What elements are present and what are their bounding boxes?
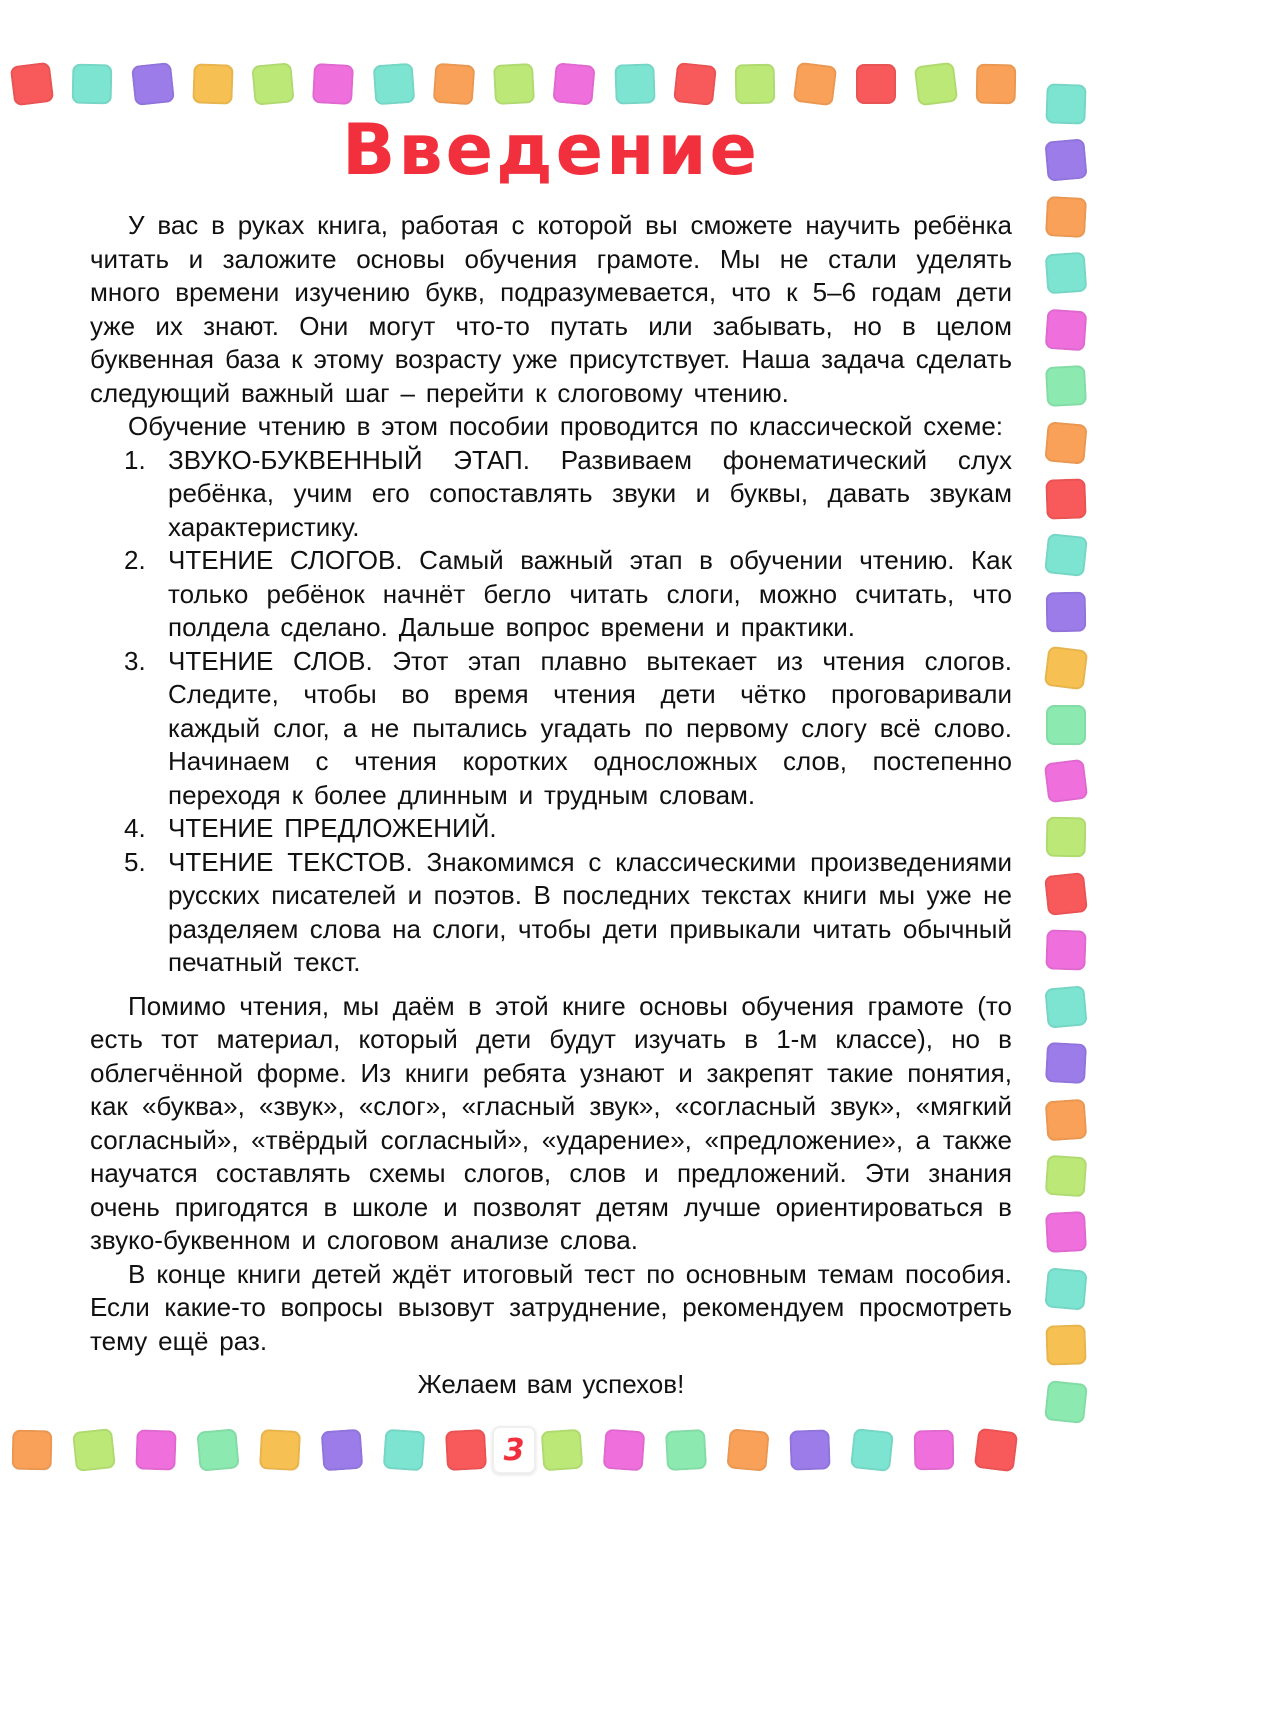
decor-square [1045,83,1086,124]
decor-square [976,64,1017,105]
decor-square [372,63,415,106]
decor-bottom-border [12,1426,1016,1474]
decor-square [913,62,958,107]
decor-square [251,62,294,105]
decor-square [259,1429,301,1471]
decor-square [72,64,113,105]
decor-square [789,1429,830,1470]
decor-square [312,63,354,105]
page-number-box [492,1426,536,1474]
decor-bottom-left-group [12,1430,486,1470]
decor-square [196,1428,239,1471]
decor-square [1045,1211,1087,1253]
decor-top-border [12,64,1016,104]
decor-square [673,62,717,106]
scheme-list-item: ЧТЕНИЕ СЛОГОВ. Самый важный этап в обучении чтению. Как только ребёнок начнёт бегло читать слоги, можно считать, что полдела сделано. Дальше вопрос времени и практики. [168,545,1012,642]
decor-square [1044,759,1089,804]
decor-square [1044,872,1088,916]
decor-bottom-right-group [542,1430,1016,1470]
decor-square [432,63,475,106]
decor-square [1045,365,1087,407]
decor-square [1045,308,1088,351]
decor-square [192,63,233,104]
decor-square [1045,1325,1086,1366]
decor-square [1044,985,1087,1028]
decor-square [1046,817,1087,858]
page-title: Введение [341,109,761,191]
decor-square [1044,533,1088,577]
decor-square [856,64,896,104]
decor-square [541,1429,584,1472]
decor-square [1044,139,1087,182]
final-test-paragraph: В конце книги детей ждёт итоговый тест по основным темам пособия. Если какие-то вопросы вызовут затруднение, рекомендуем просмотреть тему ещё раз. [90,1258,1012,1356]
decor-square [726,1428,769,1471]
decor-square [735,64,776,105]
decor-square [445,1429,487,1471]
decor-square [974,1428,1019,1473]
closing-wish: Желаем вам успехов! [417,1369,685,1399]
decor-square [1046,705,1086,745]
decor-right-border [1046,84,1086,1422]
decor-square [1045,1098,1088,1141]
decor-square [914,1430,955,1471]
decor-square [614,63,655,104]
decor-square [553,62,596,105]
decor-square [1045,478,1086,519]
scheme-list-item: ЧТЕНИЕ ТЕКСТОВ. Знакомимся с классическими произведениями русских писателей и поэтов. В последних текстах книги мы уже не разделяем слова на слоги, чтобы дети привыкали читать обычный печатный текст. [168,846,1012,977]
decor-square [1044,1267,1087,1310]
page-number: 3 [503,1432,525,1468]
decor-square [793,62,838,107]
decor-square [603,1429,646,1472]
scheme-list-item: ЧТЕНИЕ ПРЕДЛОЖЕНИЙ. [168,813,497,843]
scheme-intro-paragraph: Обучение чтению в этом пособии проводится по классической схеме: [128,411,1004,441]
scheme-list-item: ЧТЕНИЕ СЛОВ. Этот этап плавно вытекает из чтения слогов. Следите, чтобы во время чтения дети чётко проговаривали каждый слог, а не пытались угадать по первому слогу всё слово. Начинаем с чтения коротких односложных слов, постепенно переходя к более длинным и трудным словам. [168,645,1012,810]
decor-square [1045,196,1087,238]
decor-square [131,62,175,106]
decor-square [1046,591,1087,632]
decor-square [1044,1380,1088,1424]
decor-square [1045,1042,1087,1084]
decor-square [1045,1155,1088,1198]
decor-square [850,1428,894,1472]
decor-square [72,1428,116,1472]
reading-scheme-list [90,444,1012,980]
decor-square [135,1429,176,1470]
decor-square [383,1429,426,1472]
decor-square [1045,252,1088,295]
intro-paragraph: У вас в руках книга, работая с которой вы сможете научить ребёнка читать и заложите основы обучения грамоте. Мы не стали уделять много времени изучению букв, подразумевается, что к 5–6 годам дети уже их знают. Они могут что-то путать или забывать, но в целом буквенная база к этому возрасту уже присутствует. Наша задача сделать следующий важный шаг – перейти к слоговому чтению. [90,210,1012,408]
decor-square [12,1430,53,1471]
decor-square [493,63,535,105]
decor-square [321,1429,364,1472]
scheme-list-item: ЗВУКО-БУКВЕННЫЙ ЭТАП. Развиваем фонематический слух ребёнка, учим его сопоставлять звуки и буквы, давать звукам характеристику. [168,444,1012,542]
decor-square [1044,646,1089,691]
page-content [90,109,1012,1402]
decor-square [1044,421,1087,464]
decor-square [1045,930,1086,971]
decor-square [665,1429,707,1471]
decor-square [10,62,55,107]
literacy-paragraph: Помимо чтения, мы даём в этой книге основы обучения грамоте (то есть тот материал, который дети будут изучать в 1-м классе), но в облегчённой форме. Из книги ребята узнают и закрепят такие понятия, как «буква», «звук», «слог», «гласный звук», «согласный звук», «мягкий согласный», «твёрдый согласный», «ударение», «предложение», а также научатся составлять схемы слогов, слов и предложений. Эти знания очень пригодятся в школе и позволят детям лучше ориентироваться в звуко-буквенном и слоговом анализе слова. [90,990,1012,1255]
